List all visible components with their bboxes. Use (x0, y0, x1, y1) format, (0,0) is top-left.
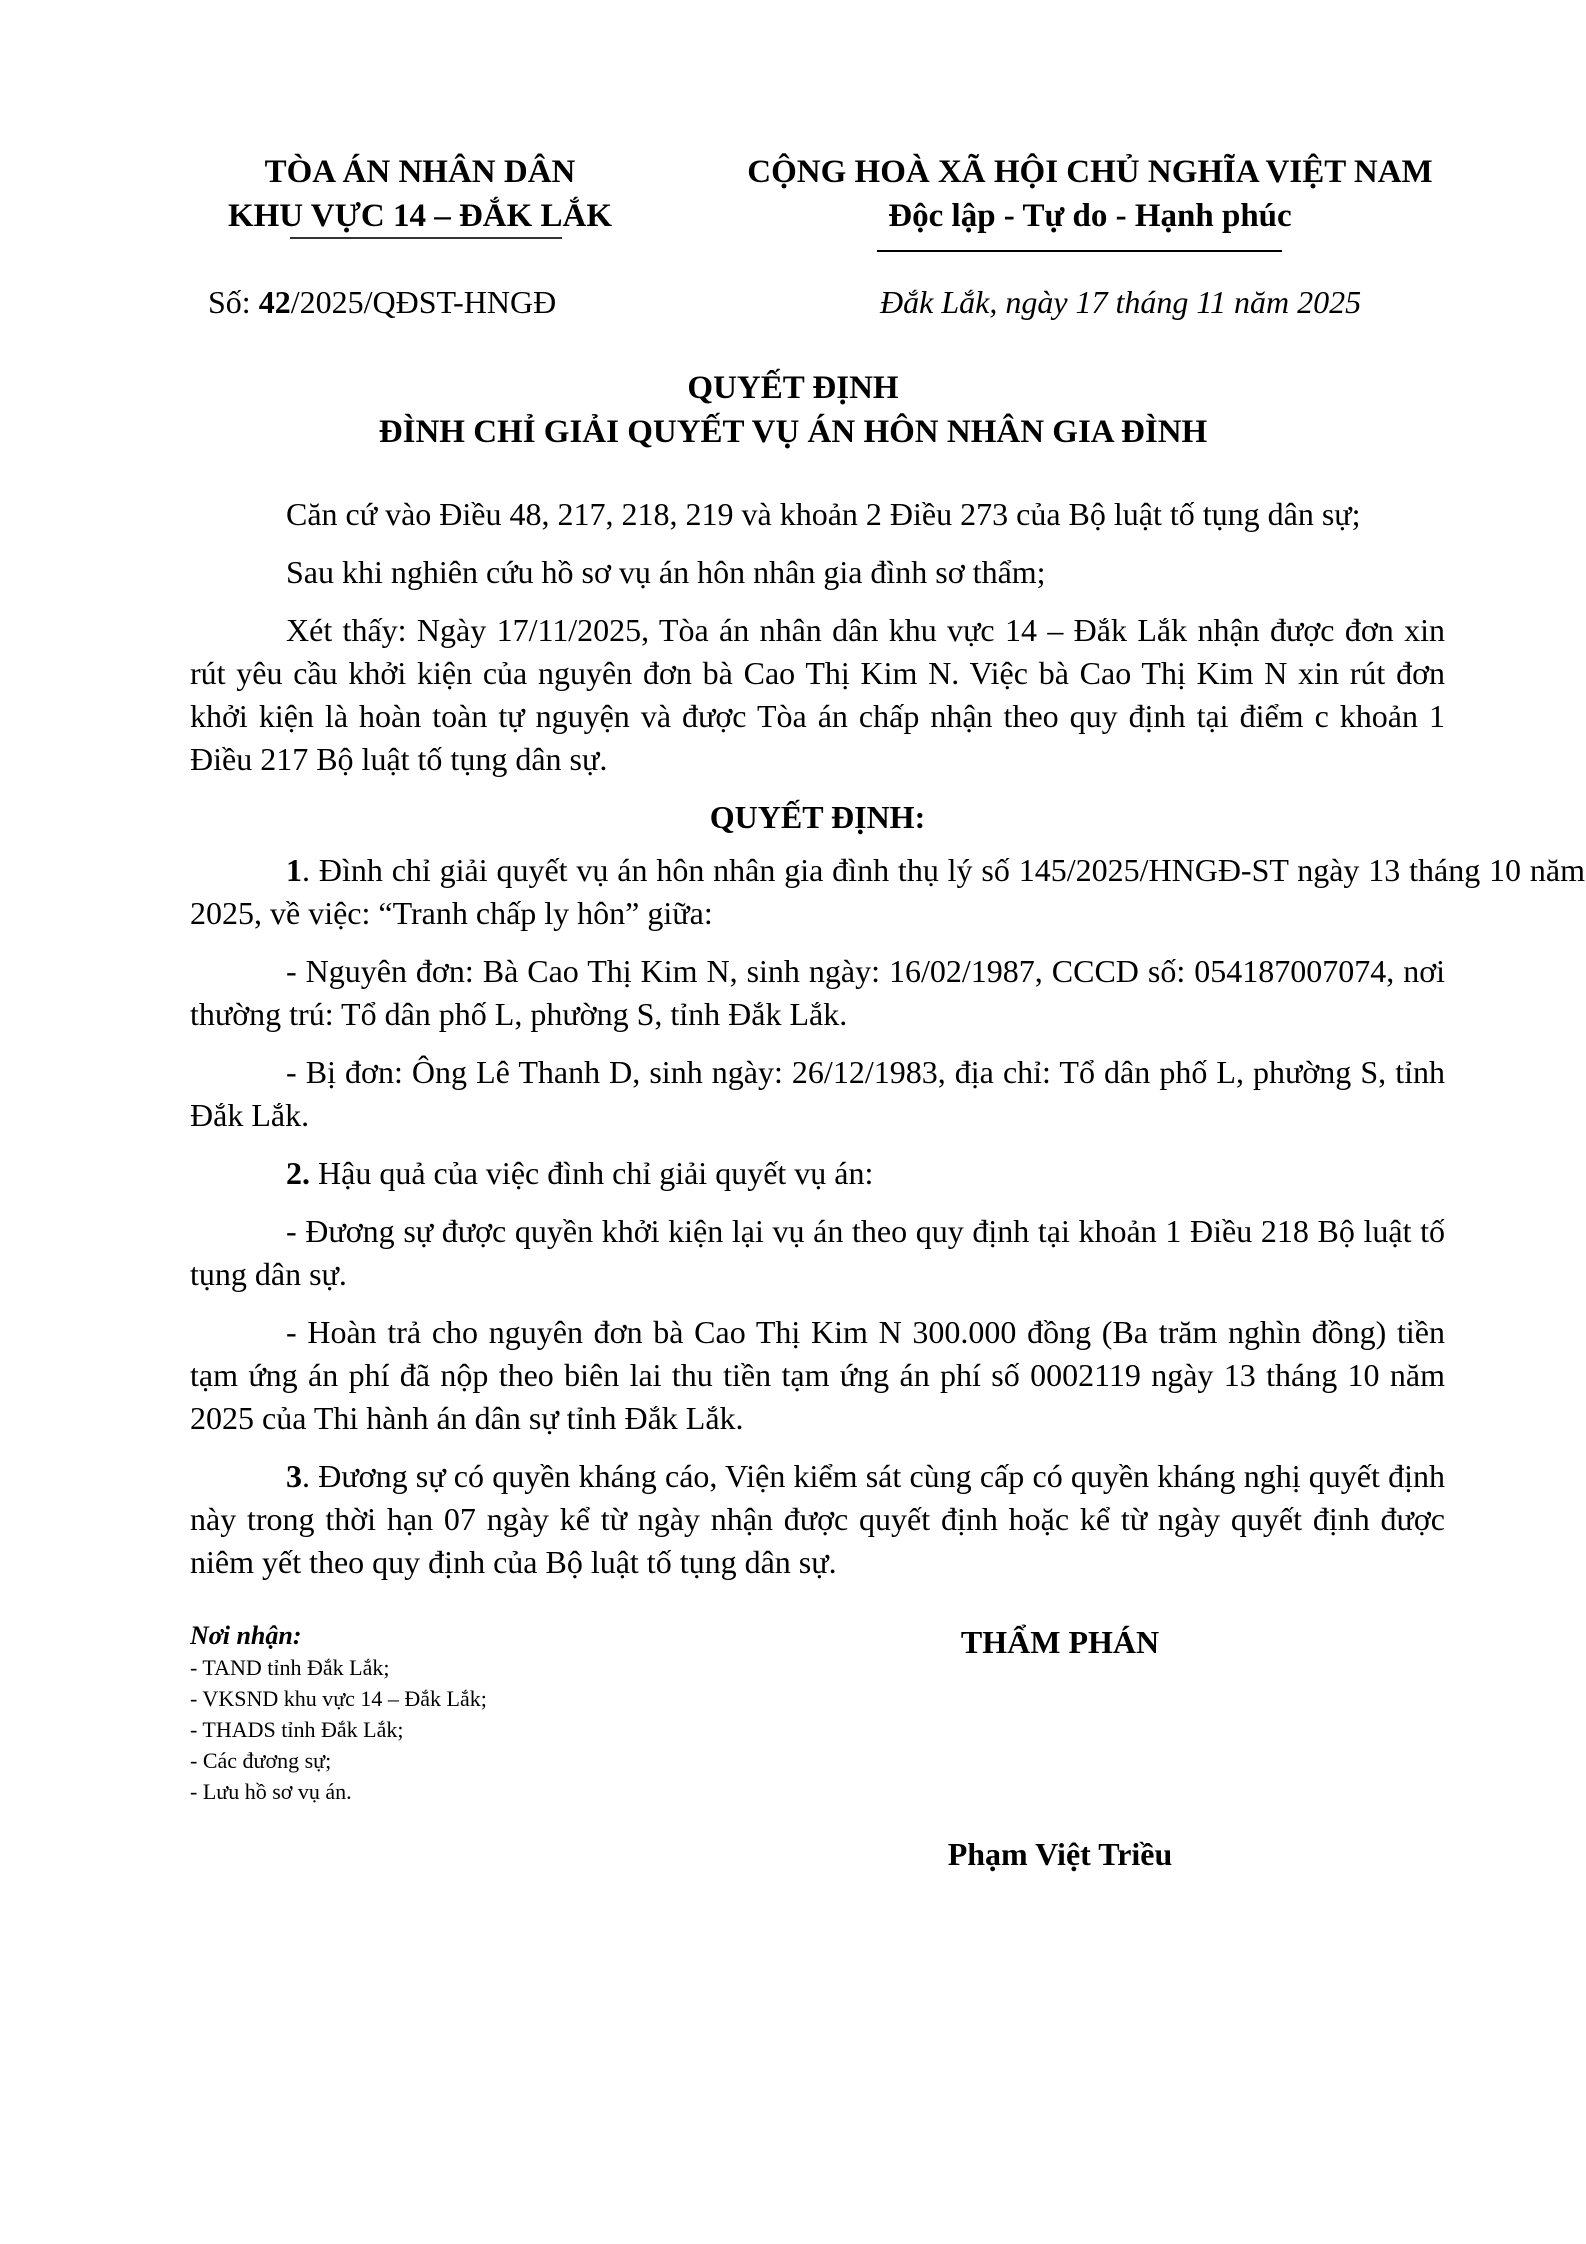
national-header-underline (877, 250, 1282, 252)
signer-role: THẨM PHÁN (960, 1624, 1160, 1660)
considering-statement: Xét thấy: Ngày 17/11/2025, Tòa án nhân dân khu vực 14 – Đắk Lắk nhận được đơn xin rút yêu cầu khởi kiện của nguyên đơn bà Cao Thị Kim N. Việc bà Cao Thị Kim N xin rút đơn khởi kiện là hoàn toàn tự nguyện và được Tòa án chấp nhận theo quy định tại điểm c khoản 1 Điều 217 Bộ luật tố tụng dân sự. (190, 612, 1445, 777)
title-line-2: ĐÌNH CHỈ GIẢI QUYẾT VỤ ÁN HÔN NHÂN GIA ĐÌNH (378, 414, 1208, 450)
recipient-item: - Lưu hồ sơ vụ án. (190, 1779, 352, 1804)
decision-item-3-text: . Đương sự có quyền kháng cáo, Viện kiểm sát cùng cấp có quyền kháng nghị quyết định này trong thời hạn 07 ngày kể từ ngày nhận được quyết định hoặc kể từ ngày quyết định được niêm yết theo quy định của Bộ luật tố tụng dân sự. (190, 1458, 1445, 1580)
recipient-item: - TAND tỉnh Đắk Lắk; (190, 1655, 390, 1680)
decision-item-2-text: Hậu quả của việc đình chỉ giải quyết vụ án: (310, 1155, 874, 1191)
document-number-prefix: Số: (208, 284, 259, 320)
court-region: KHU VỰC 14 – ĐẮK LẮK (227, 198, 613, 234)
document-number (208, 282, 556, 322)
court-name: TÒA ÁN NHÂN DÂN (264, 154, 576, 190)
recipient-item: - THADS tỉnh Đắk Lắk; (190, 1717, 404, 1742)
decision-item-2-number: 2. (286, 1155, 310, 1191)
decision-item-1-number: 1 (286, 852, 302, 888)
signer-name: Phạm Việt Triều (947, 1836, 1173, 1872)
recipients-block (190, 1620, 710, 1807)
plaintiff-info: - Nguyên đơn: Bà Cao Thị Kim N, sinh ngày: 16/02/1987, CCCD số: 054187007074, nơi thường trú: Tổ dân phố L, phường S, tỉnh Đắk Lắk. (190, 953, 1445, 1032)
decision-item-3 (190, 1455, 1445, 1584)
recipients-title: Nơi nhận: (190, 1621, 302, 1650)
title-line-1: QUYẾT ĐỊNH (687, 370, 899, 406)
document-number-value: 42 (258, 284, 291, 320)
national-title: CỘNG HOÀ XÃ HỘI CHỦ NGHĨA VIỆT NAM (747, 154, 1433, 190)
decision-item-1-text: . Đình chỉ giải quyết vụ án hôn nhân gia đình thụ lý số 145/2025/HNGĐ-ST ngày 13 tháng 10 năm 2025, về việc: “Tranh chấp ly hôn” giữa: (190, 852, 1585, 931)
national-header (680, 150, 1500, 238)
document-body (190, 493, 1585, 1599)
document-number-suffix: /2025/QĐST-HNGĐ (290, 284, 557, 320)
recipient-item: - Các đương sự; (190, 1748, 332, 1773)
consequence-1: - Đương sự được quyền khởi kiện lại vụ án theo quy định tại khoản 1 Điều 218 Bộ luật tố tụng dân sự. (190, 1213, 1445, 1292)
consequence-2: - Hoàn trả cho nguyên đơn bà Cao Thị Kim N 300.000 đồng (Ba trăm nghìn đồng) tiền tạm ứng án phí đã nộp theo biên lai thu tiền tạm ứng án phí số 0002119 ngày 13 tháng 10 năm 2025 của Thi hành án dân sự tỉnh Đắk Lắk. (190, 1314, 1445, 1436)
court-header-underline (290, 237, 562, 239)
legal-basis: Căn cứ vào Điều 48, 217, 218, 219 và khoản 2 Điều 273 của Bộ luật tố tụng dân sự; (286, 496, 1361, 532)
document-title (150, 366, 1436, 454)
place-date: Đắk Lắk, ngày 17 tháng 11 năm 2025 (880, 284, 1362, 320)
decision-item-2 (190, 1152, 1445, 1195)
decision-item-1 (190, 849, 1585, 935)
recipient-item: - VKSND khu vực 14 – Đắk Lắk; (190, 1686, 487, 1711)
court-header (180, 150, 660, 238)
defendant-info: - Bị đơn: Ông Lê Thanh D, sinh ngày: 26/12/1983, địa chỉ: Tổ dân phố L, phường S, tỉnh Đắk Lắk. (190, 1054, 1445, 1133)
national-motto: Độc lập - Tự do - Hạnh phúc (888, 198, 1292, 234)
decision-heading: QUYẾT ĐỊNH: (709, 799, 926, 835)
decision-item-3-number: 3 (286, 1458, 302, 1494)
research-statement: Sau khi nghiên cứu hồ sơ vụ án hôn nhân gia đình sơ thẩm; (286, 554, 1046, 590)
